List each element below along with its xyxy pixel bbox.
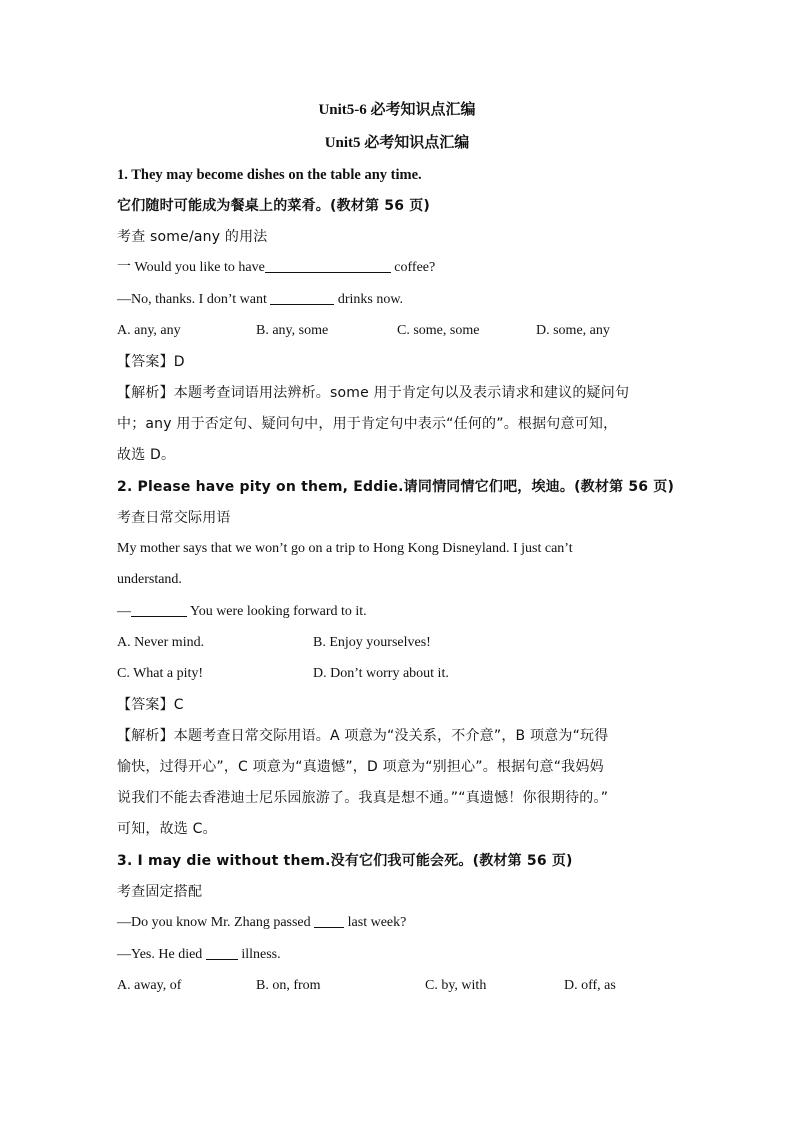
item1-heading-en: 1. They may become dishes on the table any time.	[117, 167, 422, 183]
item2-analysis-line-3: 说我们不能去香港迪士尼乐园旅游了。我真是想不通。”“真遗憾！你很期待的。”	[117, 790, 609, 806]
item1-option-b: B. any, some	[256, 323, 329, 338]
item2-q3-before: —	[117, 604, 131, 619]
item3-option-c: C. by, with	[425, 978, 487, 993]
item1-answer: 【答案】D	[117, 354, 185, 370]
item2-option-a: A. Never mind.	[117, 635, 205, 650]
item2-analysis-line-2: 愉快，过得开心”，C 项意为“真遗憾”，D 项意为“别担心”。根据句意“我妈妈	[117, 759, 604, 775]
item2-analysis-line-4: 可知，故选 C。	[117, 821, 217, 837]
item2-question-line-3	[117, 602, 677, 622]
item2-question-line-1: My mother says that we won’t go on a trip to Hong Kong Disneyland. I just can’t	[117, 541, 573, 556]
item1-q1-after: coffee?	[390, 260, 436, 275]
item3-option-a: A. away, of	[117, 978, 182, 993]
answer-blank[interactable]	[265, 258, 391, 273]
main-title: Unit5-6 必考知识点汇编	[318, 102, 476, 118]
item1-q2-after: drinks now.	[334, 292, 404, 307]
item1-question-2	[117, 290, 677, 310]
item3-q2-after: illness.	[237, 947, 281, 962]
item3-q1-before: —Do you know Mr. Zhang passed	[117, 915, 315, 930]
item1-heading-cn: 它们随时可能成为餐桌上的菜肴。(教材第 56 页)	[117, 198, 431, 214]
item2-analysis-line-1: 【解析】本题考查日常交际用语。A 项意为“没关系，不介意”，B 项意为“玩得	[117, 728, 609, 744]
item3-question-2	[117, 945, 677, 965]
item1-q1-before: 一 Would you like to have	[117, 260, 265, 275]
item2-option-d: D. Don’t worry about it.	[313, 666, 449, 681]
sub-title: Unit5 必考知识点汇编	[324, 135, 470, 151]
item3-question-1	[117, 913, 677, 933]
item3-option-b: B. on, from	[256, 978, 321, 993]
item2-option-c: C. What a pity!	[117, 666, 204, 681]
item2-answer: 【答案】C	[117, 697, 184, 713]
item3-topic: 考查固定搭配	[117, 884, 203, 900]
item2-heading: 2. Please have pity on them, Eddie.请同情同情它们吧，埃迪。(教材第 56 页)	[117, 479, 675, 495]
item2-question-line-2: understand.	[117, 572, 182, 587]
item1-analysis-line-1: 【解析】本题考查词语用法辨析。some 用于肯定句以及表示请求和建议的疑问句	[117, 385, 630, 401]
item3-q1-after: last week?	[344, 915, 407, 930]
answer-blank[interactable]	[314, 913, 344, 928]
answer-blank[interactable]	[206, 945, 238, 960]
item1-analysis-line-2: 中；any 用于否定句、疑问句中，用于肯定句中表示“任何的”。根据句意可知，	[117, 416, 618, 432]
item2-topic: 考查日常交际用语	[117, 510, 231, 526]
item1-option-c: C. some, some	[397, 323, 480, 338]
item1-option-a: A. any, any	[117, 323, 181, 338]
item1-option-d: D. some, any	[536, 323, 610, 338]
item3-q2-before: —Yes. He died	[117, 947, 206, 962]
item1-q2-before: —No, thanks. I don’t want	[117, 292, 271, 307]
answer-blank[interactable]	[270, 290, 334, 305]
answer-blank[interactable]	[131, 602, 187, 617]
item2-option-b: B. Enjoy yourselves!	[313, 635, 431, 650]
item1-analysis-line-3: 故选 D。	[117, 447, 176, 463]
item3-heading: 3. I may die without them.没有它们我可能会死。(教材第 56 页)	[117, 853, 573, 869]
item1-question-1	[117, 258, 677, 278]
item1-topic: 考查 some/any 的用法	[117, 229, 268, 245]
item3-option-d: D. off, as	[564, 978, 616, 993]
item2-q3-after: You were looking forward to it.	[187, 604, 367, 619]
